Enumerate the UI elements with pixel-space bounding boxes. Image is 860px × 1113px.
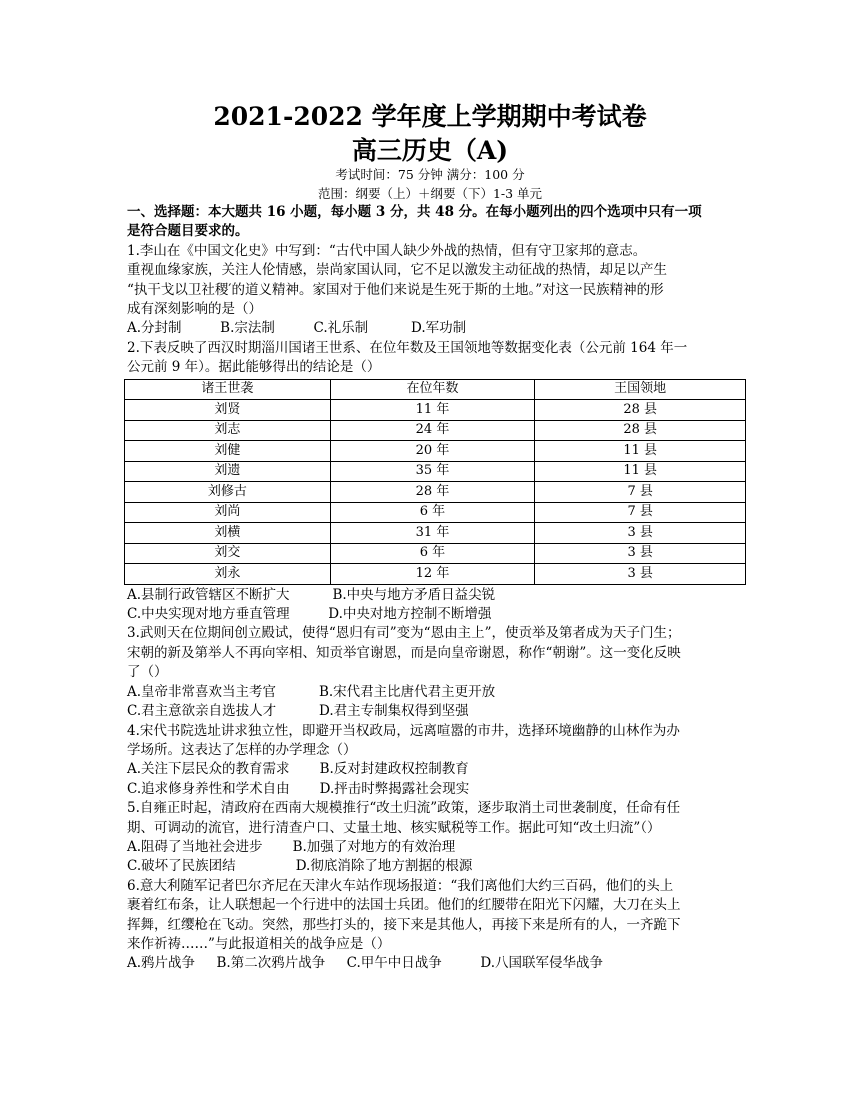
table-cell: 11 县	[535, 441, 746, 462]
table-cell: 6 年	[330, 502, 535, 523]
question-text: 宋朝的新及第举人不再向宰相、知贡举官谢恩，而是向皇帝谢恩，称作“朝谢”。这一变化反映	[127, 644, 681, 661]
question-options: A.分封制 B.宗法制 C.礼乐制 D.军功制	[127, 320, 467, 337]
question-4	[127, 722, 743, 800]
table-cell: 刘永	[125, 564, 331, 585]
table-cell: 刘修古	[125, 482, 331, 503]
table-row	[125, 482, 746, 503]
table-cell: 28 县	[535, 420, 746, 441]
table-cell: 刘志	[125, 420, 331, 441]
question-options: C.中央实现对地方垂直管理 D.中央对地方控制不断增强	[127, 606, 492, 623]
table-cell: 6 年	[330, 543, 535, 564]
question-options: C.君主意欲亲自选拔人才 D.君主专制集权得到坚强	[127, 703, 469, 720]
question-text: 学场所。这表达了怎样的办学理念（）	[127, 741, 357, 758]
table-cell: 24 年	[330, 420, 535, 441]
exam-scope: 范围：纲要（上）＋纲要（下）1-3 单元	[317, 186, 543, 201]
table-cell: 28 县	[535, 400, 746, 421]
question-3	[127, 624, 743, 721]
question-options: A.皇帝非常喜欢当主考官 B.宋代君主比唐代君主更开放	[127, 683, 496, 700]
table-cell: 刘交	[125, 543, 331, 564]
question-2	[127, 339, 743, 625]
table-cell: 20 年	[330, 441, 535, 462]
table-cell: 3 县	[535, 523, 746, 544]
table-row	[125, 502, 746, 523]
question-6	[127, 877, 743, 974]
question-1	[127, 242, 743, 339]
question-options: A.县制行政管辖区不断扩大 B.中央与地方矛盾日益尖锐	[127, 586, 496, 603]
exam-subtitle: 高三历史（A)	[351, 136, 509, 165]
question-text: 成有深刻影响的是（）	[127, 301, 262, 318]
table-cell: 3 县	[535, 564, 746, 585]
table-cell: 7 县	[535, 502, 746, 523]
question-text: 重视血缘家族，关注人伦情感，崇尚家国认同，它不足以激发主动征战的热情，却足以产生	[127, 262, 667, 279]
table-header: 王国领地	[535, 379, 746, 400]
section-heading: 一、选择题：本大题共 16 小题，每小题 3 分，共 48 分。在每小题列出的四个选项中只有一项	[127, 204, 702, 220]
question-text: 5.自雍正时起，清政府在西南大规模推行“改土归流”政策，逐步取消土司世袭制度，任命有任	[127, 800, 681, 817]
exam-body	[127, 203, 743, 974]
question-text: 公元前 9 年）。据此能够得出的结论是（）	[127, 359, 381, 376]
question-text: 来作祈祷……”与此报道相关的战争应是（）	[127, 935, 391, 952]
table-cell: 11 年	[330, 400, 535, 421]
question-text: 挥舞，红缨枪在飞动。突然，那些打头的，接下来是其他人，再接下来是所有的人，一齐跪下	[127, 916, 681, 933]
question-options: C.破坏了民族团结 D.彻底消除了地方割据的根源	[127, 858, 473, 875]
table-row	[125, 420, 746, 441]
section-heading-cont: 是符合题目要求的。	[127, 223, 249, 240]
table-cell: 31 年	[330, 523, 535, 544]
table-cell: 刘尚	[125, 502, 331, 523]
table-cell: 3 县	[535, 543, 746, 564]
question-text: “执干戈以卫社稷′的道义精神。家国对于他们来说是生死于斯的土地。”对这一民族精神的形	[127, 281, 664, 298]
exam-info: 考试时间：75 分钟 满分：100 分	[335, 167, 525, 182]
table-cell: 刘遗	[125, 461, 331, 482]
question-text: 裹着红布条，让人联想起一个行进中的法国士兵团。他们的红腰带在阳光下闪耀，大刀在头上	[127, 897, 681, 914]
table-row	[125, 523, 746, 544]
table-row	[125, 543, 746, 564]
question-text: 4.宋代书院选址讲求独立性，即避开当权政局，远离喧嚣的市井，选择环境幽静的山林作为办	[127, 722, 680, 739]
question-text: 了（）	[127, 664, 168, 681]
table-row	[125, 441, 746, 462]
table-cell: 35 年	[330, 461, 535, 482]
table-row	[125, 400, 746, 421]
table-header: 诸王世袭	[125, 379, 331, 400]
table-header: 在位年数	[330, 379, 535, 400]
question-options: C.追求修身养性和学术自由 D.抨击时弊揭露社会现实	[127, 780, 470, 797]
question-text: 期、可调动的流官，进行清查户口、丈量土地、核实赋税等工作。据此可知“改土归流”（）	[127, 819, 661, 836]
table-cell: 7 县	[535, 482, 746, 503]
question-options: A.鸦片战争 B.第二次鸦片战争 C.甲午中日战争 D.八国联军侵华战争	[127, 955, 604, 972]
question-5	[127, 799, 743, 877]
table-cell: 刘健	[125, 441, 331, 462]
table-cell: 12 年	[330, 564, 535, 585]
table-cell: 28 年	[330, 482, 535, 503]
exam-title: 2021-2022 学年度上学期期中考试卷	[213, 102, 647, 131]
question-options: A.关注下层民众的教育需求 B.反对封建政权控制教育	[127, 761, 469, 778]
question-text: 1.李山在《中国文化史》中写到：“古代中国人缺少外战的热情，但有守卫家邦的意志。	[127, 242, 647, 259]
question-text: 6.意大利随军记者巴尔齐尼在天津火车站作现场报道：“我们离他们大约三百码，他们的头上	[127, 877, 674, 894]
question-options: A.阻碍了当地社会进步 B.加强了对地方的有效治理	[127, 838, 456, 855]
table-row	[125, 564, 746, 585]
question-text: 2.下表反映了西汉时期淄川国诸王世系、在位年数及王国领地等数据变化表（公元前 164 年一	[127, 339, 688, 356]
table-cell: 11 县	[535, 461, 746, 482]
question-text: 3.武则天在位期间创立殿试，使得“恩归有司”变为“恩由主上”，使贡举及第者成为天子门生；	[127, 625, 681, 642]
data-table	[124, 379, 746, 585]
table-cell: 刘贤	[125, 400, 331, 421]
table-header-row	[125, 379, 746, 400]
table-row	[125, 461, 746, 482]
table-cell: 刘横	[125, 523, 331, 544]
